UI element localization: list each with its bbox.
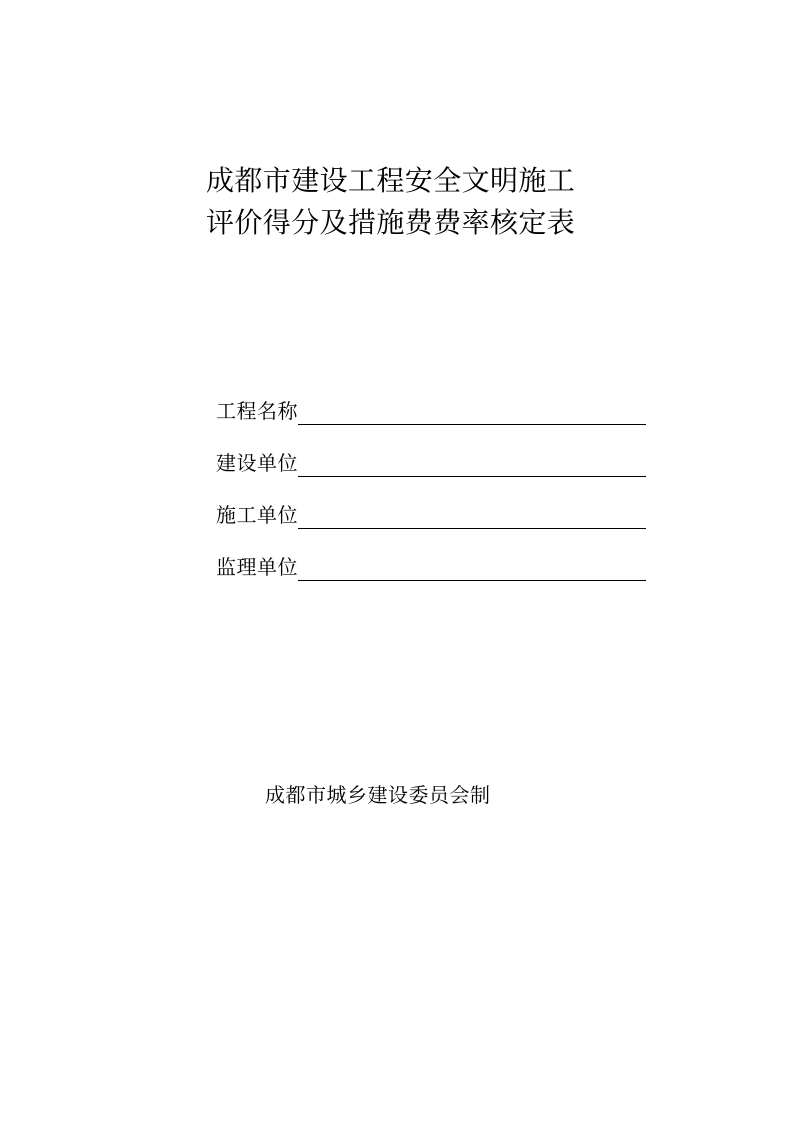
fill-in-line[interactable] bbox=[298, 401, 646, 425]
field-supervisor bbox=[216, 529, 666, 581]
title-line-2: 评价得分及措施费费率核定表 bbox=[206, 206, 576, 239]
issuer-line: 成都市城乡建设委员会制 bbox=[265, 783, 491, 807]
field-label: 监理单位 bbox=[216, 555, 298, 579]
field-label: 施工单位 bbox=[216, 503, 298, 527]
fill-in-line[interactable] bbox=[298, 453, 646, 477]
field-project-name bbox=[216, 373, 666, 425]
fill-in-line[interactable] bbox=[298, 557, 646, 581]
fill-in-line[interactable] bbox=[298, 505, 646, 529]
field-label: 建设单位 bbox=[216, 451, 298, 475]
field-construction-owner bbox=[216, 425, 666, 477]
title-line-1: 成都市建设工程安全文明施工 bbox=[206, 164, 576, 197]
field-contractor bbox=[216, 477, 666, 529]
field-label: 工程名称 bbox=[216, 399, 298, 423]
info-fields bbox=[216, 373, 666, 581]
document-title bbox=[206, 160, 626, 244]
